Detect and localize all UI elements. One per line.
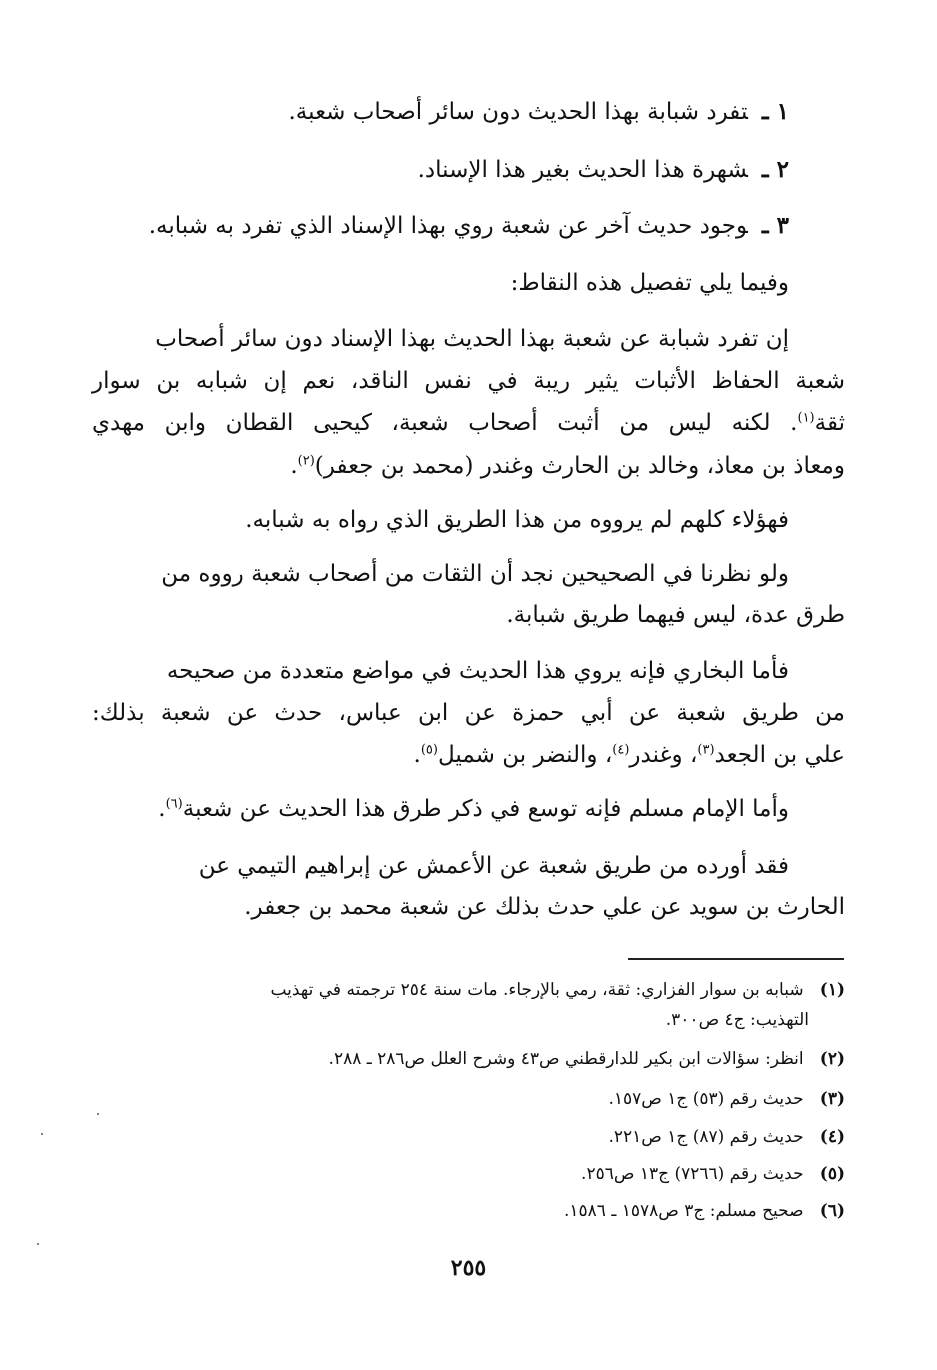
footnote-continuation: التهذيب: ج٤ ص٣٠٠. [665,1010,809,1030]
page-number: ٢٥٥ [450,1255,487,1281]
paragraph-line: إن تفرد شبابة عن شعبة بهذا الحديث بهذا الإسناد دون سائر أصحاب [155,326,789,352]
footnote-ref[interactable]: (٦) [165,796,183,812]
paragraph-line [92,408,845,438]
paragraph-line: فهؤلاء كلهم لم يرووه من هذا الطريق الذي رواه به شبابه. [245,507,789,533]
paragraph-line: من طريق شعبة عن أبي حمزة عن ابن عباس، حدث عن شعبة بذلك: [92,700,845,726]
footnote-text: حديث رقم (٧٢٦٦) ج١٣ ص٢٥٦. [581,1164,804,1184]
footnote [92,1086,845,1112]
footnote-ref[interactable]: (٤) [612,742,630,758]
paragraph-line [92,451,845,481]
text-run: وأما الإمام مسلم فإنه توسع في ذكر طرق هذا الحديث عن شعبة [182,796,789,822]
text-run: . [158,796,166,822]
text-run: . [290,453,298,479]
list-number: ٣ ـ [761,212,789,239]
footnote [92,1198,845,1224]
paragraph-line: طرق عدة، ليس فيهما طريق شبابة. [506,602,845,628]
list-item [92,155,789,185]
footnote-text: حديث رقم (٥٣) ج١ ص١٥٧. [608,1089,804,1109]
footnote-text: صحيح مسلم: ج٣ ص١٥٧٨ ـ ١٥٨٦. [563,1201,804,1221]
footnote-ref[interactable]: (١) [797,410,815,426]
paragraph-line: الحارث بن سويد عن علي حدث بذلك عن شعبة محمد بن جعفر. [244,894,845,920]
footnote [92,977,845,1003]
footnote-text: انظر: سؤالات ابن بكير للدارقطني ص٤٣ وشرح العلل ص٢٨٦ ـ ٢٨٨. [328,1049,804,1069]
paragraph-line: فقد أورده من طريق شعبة عن الأعمش عن إبراهيم التيمي عن [198,853,789,879]
paragraph-line [92,794,789,824]
scan-speck [41,1133,43,1135]
footnote [92,1161,845,1187]
paragraph-line: فأما البخاري فإنه يروي هذا الحديث في مواضع متعددة من صحيحه [166,658,789,684]
footnote-number: (٣) [819,1089,845,1109]
text-run: . [413,742,421,768]
list-item [92,211,789,241]
text-run: . لكنه ليس من أثبت أصحاب شعبة، كيحيى القطان وابن مهدي [92,410,798,436]
footnote-separator [628,958,844,960]
text-run: ثقة [814,410,845,436]
footnote-ref[interactable]: (٣) [697,742,715,758]
list-number: ١ ـ [761,98,789,125]
paragraph-line [92,740,845,770]
list-text: شهرة هذا الحديث بغير هذا الإسناد. [417,157,748,183]
footnote-number: (٦) [819,1201,845,1221]
footnote-number: (٢) [819,1049,845,1069]
footnote-text: حديث رقم (٨٧) ج١ ص٢٢١. [608,1127,804,1147]
intro-line: وفيما يلي تفصيل هذه النقاط: [510,270,789,296]
list-number: ٢ ـ [761,156,789,183]
list-text: تفرد شبابة بهذا الحديث دون سائر أصحاب شعبة. [288,99,748,125]
footnote-number: (١) [819,980,845,1000]
list-text: وجود حديث آخر عن شعبة روي بهذا الإسناد الذي تفرد به شبابه. [148,213,748,239]
footnote-number: (٤) [819,1127,845,1147]
footnote [92,1046,845,1072]
text-run: ومعاذ بن معاذ، وخالد بن الحارث وغندر (محمد بن جعفر) [314,453,845,479]
footnote [92,1124,845,1150]
paragraph-line: ولو نظرنا في الصحيحين نجد أن الثقات من أصحاب شعبة رووه من [161,561,789,587]
scan-speck [97,1113,99,1115]
footnote-text: شبابه بن سوار الفزاري: ثقة، رمي بالإرجاء. مات سنة ٢٥٤ ترجمته في تهذيب [270,980,804,1000]
list-item [92,97,789,127]
text-run: علي بن الجعد [714,742,845,768]
footnote-number: (٥) [819,1164,845,1184]
scan-speck [37,1243,39,1245]
footnote-ref[interactable]: (٢) [297,453,315,469]
text-run: ، وغندر [629,742,698,768]
text-run: ، والنضر بن شميل [437,742,613,768]
paragraph-line: شعبة الحفاظ الأثبات يثير ريبة في نفس الناقد، نعم إن شبابه بن سوار [92,368,845,394]
footnote-ref[interactable]: (٥) [420,742,438,758]
